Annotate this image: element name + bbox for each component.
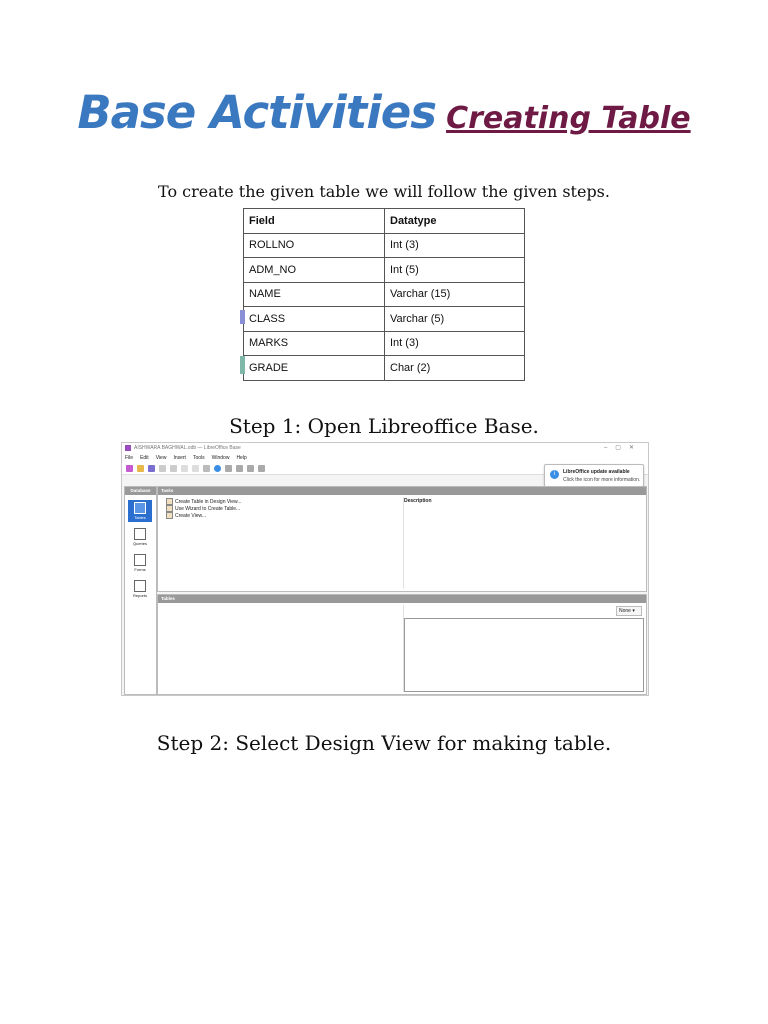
details-view-icon[interactable]	[247, 465, 254, 472]
datatype-cell: Int (3)	[385, 331, 525, 356]
window-title: AISHWARA BAGHWAL.odb — LibreOffice Base	[134, 445, 241, 451]
table-row	[244, 258, 525, 283]
field-cell: NAME	[244, 282, 385, 307]
update-notification[interactable]	[544, 464, 644, 487]
window-titlebar	[122, 443, 648, 453]
database-sidebar	[124, 486, 157, 695]
sidebar-item-queries[interactable]	[128, 526, 152, 548]
menu-help[interactable]: Help	[236, 454, 247, 461]
field-datatype-table	[243, 208, 525, 381]
dropdown-value: None	[619, 608, 631, 614]
help-icon[interactable]	[214, 465, 221, 472]
menu-insert[interactable]: Insert	[173, 454, 186, 461]
wizard-icon	[166, 505, 173, 512]
header-field: Field	[244, 209, 385, 234]
window-controls[interactable]: –▢✕	[603, 445, 642, 451]
comment-marker	[240, 310, 245, 324]
notice-title: LibreOffice update available	[563, 469, 630, 475]
comment-marker	[240, 356, 245, 374]
table-icon	[134, 502, 146, 514]
table-row	[244, 331, 525, 356]
notice-text: Click the icon for more information.	[563, 477, 641, 483]
task-label: Create View...	[175, 512, 207, 519]
task-use-wizard[interactable]	[166, 505, 240, 511]
datatype-cell: Varchar (5)	[385, 307, 525, 332]
form-icon	[134, 554, 146, 566]
header-datatype: Datatype	[385, 209, 525, 234]
sort-descending-icon[interactable]	[192, 465, 199, 472]
datatype-cell: Char (2)	[385, 356, 525, 381]
table-row	[244, 282, 525, 307]
tasks-panel	[157, 486, 647, 592]
sort-ascending-icon[interactable]	[181, 465, 188, 472]
view-icon	[166, 512, 173, 519]
sidebar-item-label: Tables	[134, 515, 146, 520]
sidebar-item-label: Queries	[132, 541, 147, 546]
field-cell: ROLLNO	[244, 233, 385, 258]
page-title	[0, 86, 768, 139]
table-row	[244, 307, 525, 332]
menu-edit[interactable]: Edit	[140, 454, 149, 461]
datatype-cell: Varchar (15)	[385, 282, 525, 307]
new-document-icon[interactable]	[126, 465, 133, 472]
base-app-icon	[125, 445, 131, 451]
description-label: Description	[404, 498, 432, 504]
menu-view[interactable]: View	[155, 454, 167, 461]
info-icon: i	[550, 470, 559, 479]
open-folder-icon[interactable]	[137, 465, 144, 472]
menu-tools[interactable]: Tools	[192, 454, 205, 461]
panel-divider	[403, 497, 404, 589]
design-view-icon	[166, 498, 173, 505]
menu-bar	[122, 453, 648, 462]
intro-text: To create the given table we will follow the given steps.	[158, 182, 610, 201]
form-icon[interactable]	[203, 465, 210, 472]
preview-area	[404, 618, 644, 692]
task-label: Use Wizard to Create Table...	[175, 505, 241, 512]
title-main: Base Activities	[77, 86, 437, 139]
sidebar-item-forms[interactable]	[128, 552, 152, 574]
preview-mode-dropdown[interactable]: None ▾	[616, 606, 642, 616]
copy-icon[interactable]	[159, 465, 166, 472]
field-cell: CLASS	[244, 307, 385, 332]
query-icon	[134, 528, 146, 540]
task-create-view[interactable]	[166, 512, 206, 518]
table-row	[244, 233, 525, 258]
table-header-row	[244, 209, 525, 234]
sidebar-item-label: Reports	[132, 593, 147, 598]
tasks-heading: Tasks	[158, 487, 646, 495]
preview-icon[interactable]	[258, 465, 265, 472]
field-cell: MARKS	[244, 331, 385, 356]
sidebar-item-reports[interactable]	[128, 578, 152, 600]
tables-heading: Tables	[158, 595, 646, 603]
save-icon[interactable]	[148, 465, 155, 472]
libreoffice-base-screenshot	[121, 442, 649, 696]
table-view-icon[interactable]	[225, 465, 232, 472]
table-row	[244, 356, 525, 381]
step-1-text: Step 1: Open Libreoffice Base.	[229, 414, 539, 438]
sidebar-item-tables[interactable]	[128, 500, 152, 522]
field-cell: GRADE	[244, 356, 385, 381]
task-create-design-view[interactable]	[166, 498, 242, 504]
sidebar-heading: Database	[125, 487, 156, 495]
datatype-cell: Int (3)	[385, 233, 525, 258]
field-cell: ADM_NO	[244, 258, 385, 283]
list-view-icon[interactable]	[236, 465, 243, 472]
task-label: Create Table in Design View...	[175, 498, 242, 505]
datatype-cell: Int (5)	[385, 258, 525, 283]
menu-window[interactable]: Window	[211, 454, 230, 461]
sidebar-item-label: Forms	[134, 567, 146, 572]
tables-panel	[157, 594, 647, 695]
paste-icon[interactable]	[170, 465, 177, 472]
step-2-text: Step 2: Select Design View for making table.	[156, 731, 612, 755]
menu-file[interactable]: File	[125, 454, 134, 461]
report-icon	[134, 580, 146, 592]
title-sub: Creating Table	[446, 101, 691, 136]
